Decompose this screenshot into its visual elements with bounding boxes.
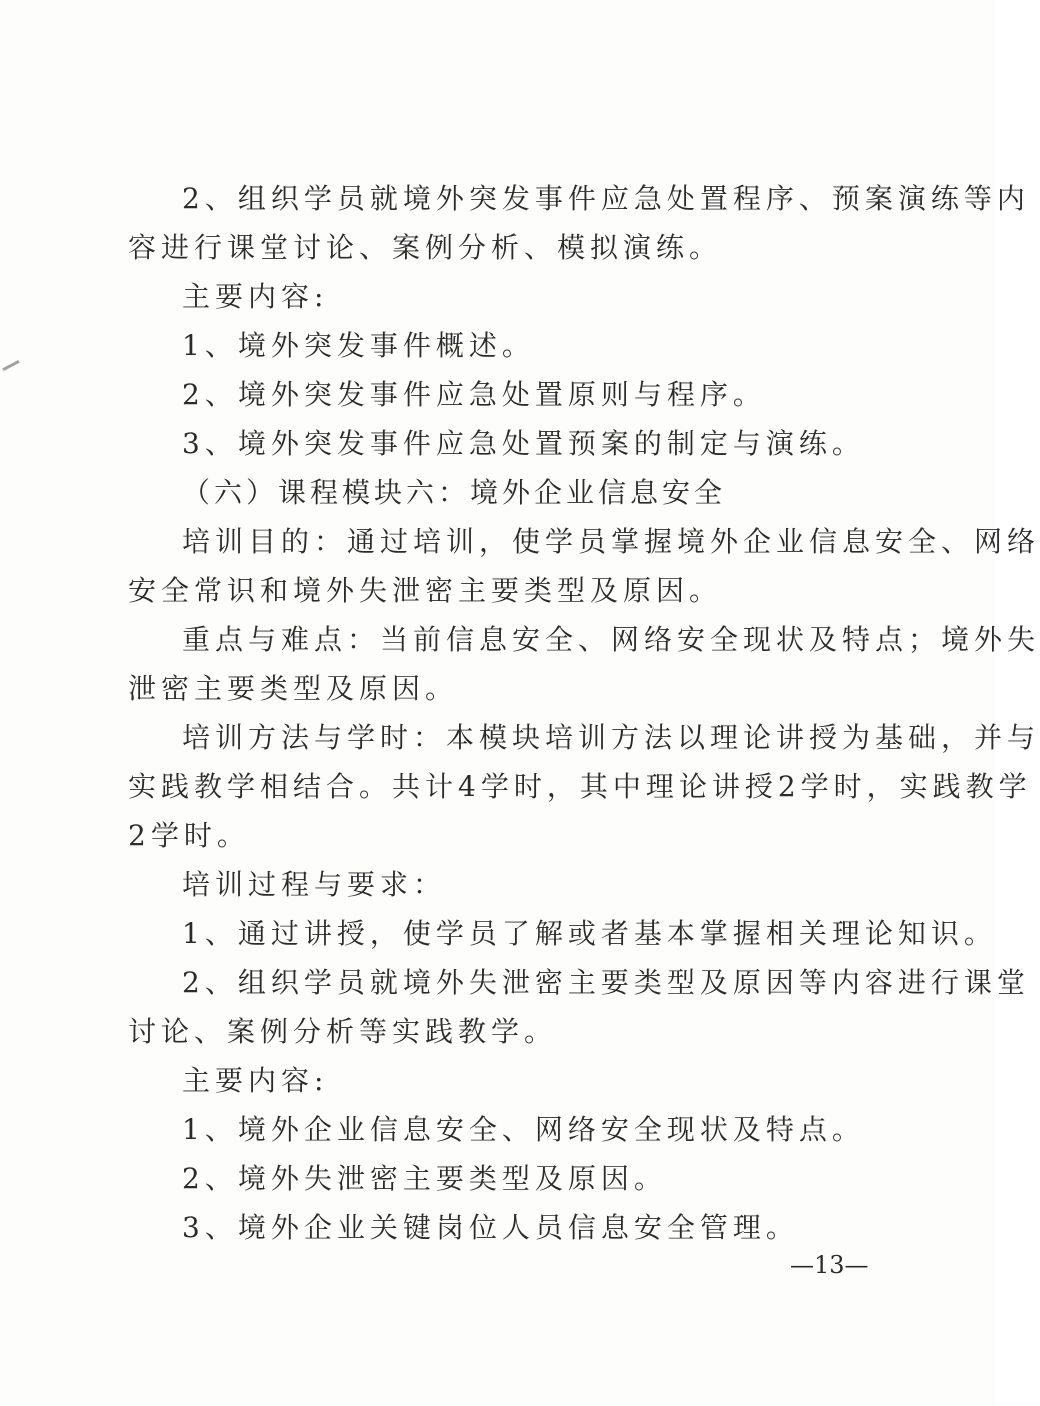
text-line: 3、境外突发事件应急处置预案的制定与演练。 [182,427,865,460]
text-line: 泄密主要类型及原因。 [128,672,459,705]
text-line: 主要内容: [182,280,329,313]
section-heading: （六）课程模块六：境外企业信息安全 [182,476,727,509]
text-line: 1、境外企业信息安全、网络安全现状及特点。 [182,1113,865,1146]
margin-mark [2,360,19,371]
text-line: 培训过程与要求： [182,868,447,901]
text-line: 培训目的：通过培训，使学员掌握境外企业信息安全、网络 [182,525,1040,558]
document-body [128,174,1040,1252]
text-line: 2、境外突发事件应急处置原则与程序。 [182,378,766,411]
text-line: 主要内容: [182,1064,329,1097]
text-line: 2、组织学员就境外突发事件应急处置程序、预案演练等内 [182,182,1030,215]
text-line: 培训方法与学时：本模块培训方法以理论讲授为基础，并与 [182,721,1040,754]
text-line: 安全常识和境外失泄密主要类型及原因。 [128,574,723,607]
text-line: 容进行课堂讨论、案例分析、模拟演练。 [128,231,723,264]
text-line: 2、境外失泄密主要类型及原因。 [182,1162,667,1195]
text-line: 实践教学相结合。共计4学时，其中理论讲授2学时，实践教学 [128,770,1032,803]
text-line: 重点与难点：当前信息安全、网络安全现状及特点；境外失 [182,623,1040,656]
text-line: 1、通过讲授，使学员了解或者基本掌握相关理论知识。 [182,917,997,950]
text-line: 讨论、案例分析等实践教学。 [128,1015,558,1048]
text-line: 2、组织学员就境外失泄密主要类型及原因等内容进行课堂 [182,966,1030,999]
text-line: 3、境外企业关键岗位人员信息安全管理。 [182,1211,799,1244]
page-number: —13— [790,1251,869,1279]
text-line: 1、境外突发事件概述。 [182,329,535,362]
text-line: 2学时。 [128,819,250,852]
